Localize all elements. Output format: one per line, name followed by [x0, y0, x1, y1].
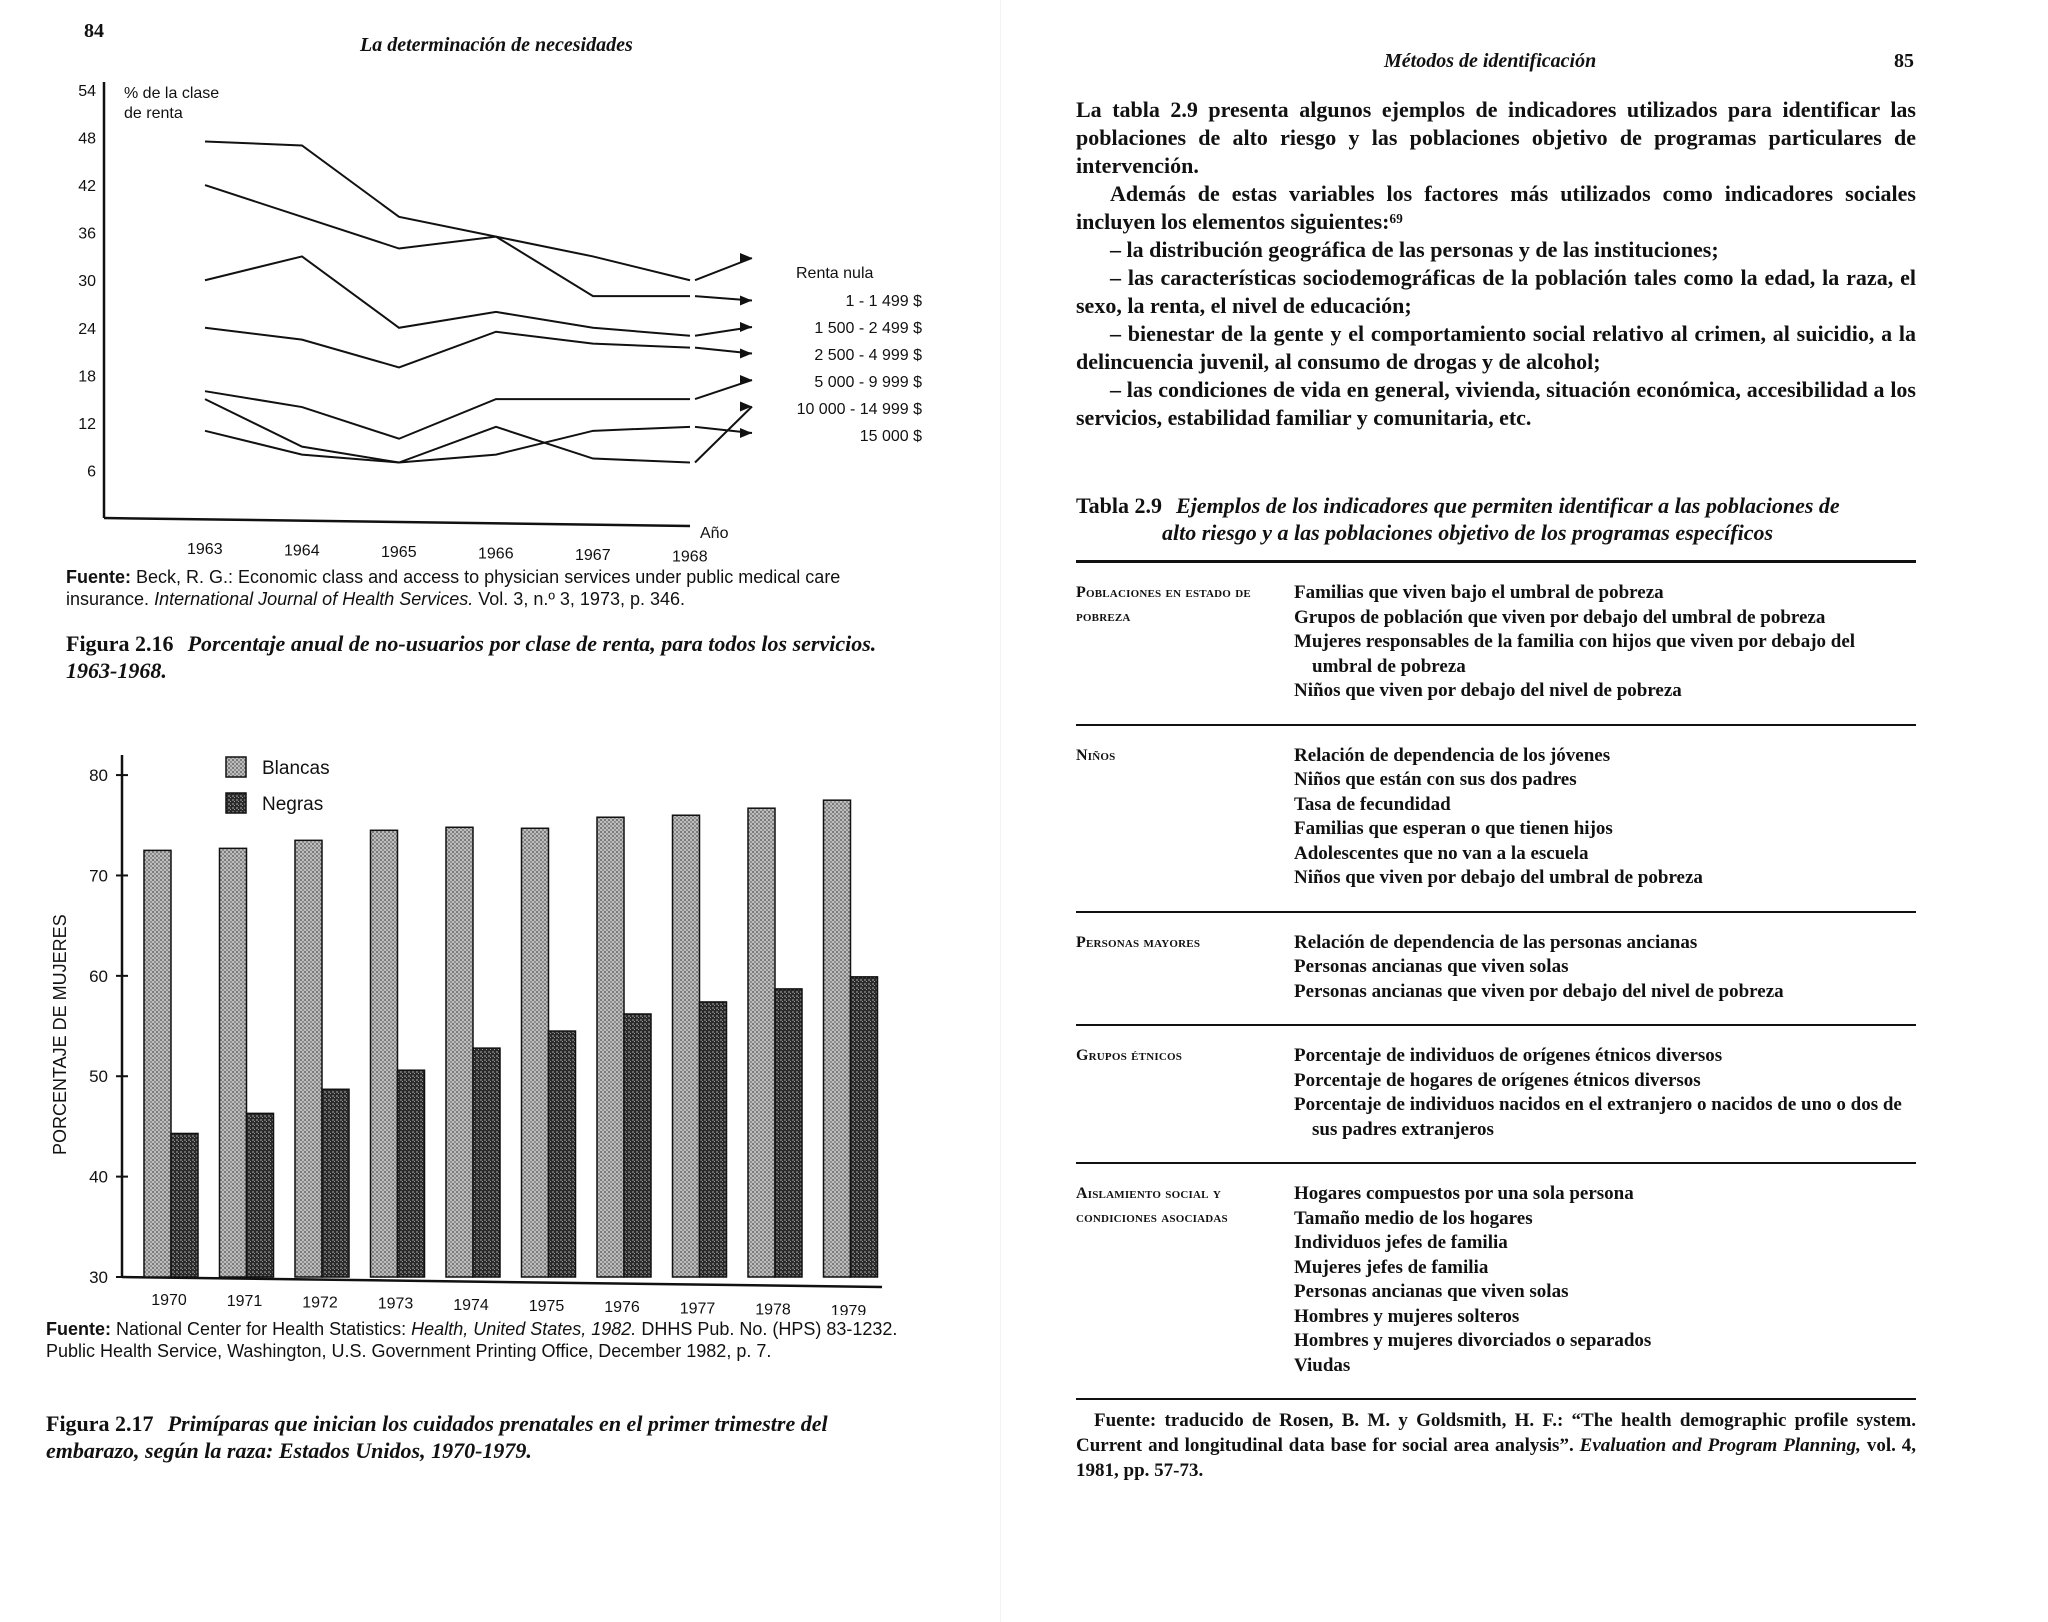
bar-blancas — [748, 808, 775, 1277]
x-axis-line — [122, 1277, 882, 1287]
table-items — [1294, 744, 1916, 891]
bar-blancas — [371, 830, 398, 1277]
arrow-head — [740, 402, 752, 412]
series-line — [205, 185, 690, 296]
figure-2-17-source — [46, 1318, 916, 1362]
table-item: Relación de dependencia de los jóvenes — [1294, 744, 1611, 766]
table-item: Hogares compuestos por una sola persona — [1294, 1183, 1634, 1204]
table-item: Familias que viven bajo el umbral de pobreza — [1294, 582, 1664, 603]
arrow-head — [740, 375, 752, 385]
table-item: Personas ancianas que viven por debajo del nivel de pobreza — [1294, 980, 1784, 1002]
paragraph: Además de estas variables los factores más utilizados como indicadores sociales incluyen los elementos siguientes:⁶⁹ — [1076, 181, 1916, 234]
table-items — [1294, 931, 1916, 1005]
table-item: Niños que están con sus dos padres — [1294, 769, 1577, 790]
source-tail: vol. 4, 1981, pp. 57-73. — [1076, 1435, 1917, 1481]
table-item: Familias que esperan o que tienen hijos — [1294, 818, 1613, 839]
x-tick-label: 1975 — [528, 1298, 565, 1315]
legend-swatch — [226, 757, 246, 777]
figure-2-16-source — [66, 566, 916, 610]
table-group — [1076, 726, 1916, 913]
y-tick-label: 80 — [89, 766, 108, 786]
table-title-line1: Ejemplos de los indicadores que permiten identificar a las poblaciones de — [1176, 493, 1840, 518]
line-chart-series — [205, 142, 752, 463]
source-journal: International Journal of Health Services. — [154, 589, 474, 609]
x-tick-label: 1978 — [755, 1301, 791, 1315]
x-tick-label: 1977 — [679, 1300, 716, 1315]
series-label: 15 000 $ — [859, 428, 922, 445]
table-items — [1294, 581, 1916, 704]
table-category: Aislamiento social y condiciones asociadas — [1076, 1185, 1228, 1226]
bar-blancas — [446, 827, 473, 1277]
bar-blancas — [597, 817, 624, 1277]
table-item: Adolescentes que no van a la escuela — [1294, 842, 1589, 864]
running-head: La determinación de necesidades — [360, 34, 633, 56]
series-label: 1 500 - 2 499 $ — [814, 320, 922, 337]
bar-negras — [247, 1113, 274, 1277]
y-tick-label: 12 — [78, 415, 96, 433]
series-label: 1 - 1 499 $ — [845, 293, 922, 310]
series-label: 5 000 - 9 999 $ — [814, 374, 922, 391]
table-group — [1076, 1026, 1916, 1164]
table-item: Grupos de población que viven por debajo del umbral de pobreza — [1294, 606, 1826, 628]
legend-label: Blancas — [262, 758, 330, 779]
bar-negras — [171, 1133, 198, 1277]
table-item: Personas ancianas que viven solas — [1294, 1281, 1569, 1302]
source-label: Fuente: — [46, 1319, 111, 1339]
caption-number: Figura 2.16 — [66, 631, 174, 656]
bar-negras — [322, 1089, 349, 1277]
bar-chart — [0, 735, 1000, 1315]
y-tick-label: 48 — [78, 130, 96, 148]
body-text — [1076, 96, 1916, 432]
bar-chart-bars — [144, 800, 878, 1277]
bar-chart-x-ticks — [151, 1292, 866, 1315]
source-tail: DHHS Pub. No. (HPS) 83-1232. Public Health Service, Washington, U.S. Government Printing Office, December 1982, p. 7. — [46, 1319, 898, 1361]
y-tick-label: 30 — [78, 273, 96, 291]
bullet-item: – las características sociodemográficas de la población tales como la edad, la raza, el sexo, la renta, el nivel de educación; — [1076, 265, 1916, 318]
x-tick-label: 1974 — [453, 1296, 489, 1314]
table-group — [1076, 913, 1916, 1027]
x-tick-label: 1967 — [575, 547, 611, 564]
y-tick-label: 24 — [78, 320, 96, 338]
source-label: Fuente: — [1094, 1410, 1157, 1431]
x-tick-label: 1973 — [377, 1295, 414, 1313]
y-tick-label: 70 — [89, 866, 108, 886]
bar-negras — [473, 1048, 500, 1277]
x-tick-label: 1965 — [381, 544, 417, 561]
source-text: National Center for Health Statistics: — [116, 1319, 407, 1339]
source-label: Fuente: — [66, 567, 131, 587]
series-label: Renta nula — [796, 265, 874, 282]
table-title-line2: alto riesgo y a las poblaciones objetivo de los programas específicos — [1162, 520, 1774, 545]
paragraph: La tabla 2.9 presenta algunos ejemplos de indicadores utilizados para identificar las poblaciones de alto riesgo y las poblaciones objetivo de programas particulares de intervención. — [1076, 97, 1916, 178]
table-category: Grupos étnicos — [1076, 1047, 1183, 1064]
line-chart-y-axis-label-line2: de renta — [124, 105, 183, 122]
x-tick-label: 1979 — [830, 1302, 867, 1315]
table-item: Relación de dependencia de las personas ancianas — [1294, 931, 1698, 953]
x-tick-label: 1976 — [604, 1299, 640, 1315]
arrow-head — [740, 253, 752, 263]
bar-negras — [398, 1070, 425, 1277]
line-chart-y-axis-label: % de la clase — [124, 85, 220, 102]
x-tick-label: 1972 — [302, 1294, 338, 1312]
table-category: Poblaciones en estado de pobreza — [1076, 584, 1251, 625]
indicators-table — [1076, 560, 1916, 1400]
table-item: Porcentaje de individuos de orígenes étnicos diversos — [1294, 1045, 1723, 1066]
source-text: Beck, R. G.: Economic class and access to physician services under public medical care insurance. — [66, 567, 841, 609]
table-item: Tasa de fecundidad — [1294, 793, 1451, 815]
legend-swatch — [226, 793, 246, 813]
y-tick-label: 60 — [89, 966, 108, 986]
series-line — [205, 391, 690, 439]
figure-2-17-caption — [46, 1410, 916, 1464]
arrow-head — [740, 322, 752, 332]
table-item: Niños que viven por debajo del nivel de pobreza — [1294, 680, 1682, 701]
bar-blancas — [673, 815, 700, 1277]
line-chart — [0, 60, 1000, 570]
bar-negras — [700, 1002, 727, 1277]
caption-text: Primíparas que inician los cuidados prenatales en el primer trimestre del embarazo, según la raza: Estados Unidos, 1970-1979. — [46, 1411, 828, 1463]
bar-blancas — [522, 828, 549, 1277]
series-label: 10 000 - 14 999 $ — [796, 401, 922, 418]
caption-number: Figura 2.17 — [46, 1411, 154, 1436]
bar-negras — [851, 977, 878, 1277]
bar-blancas — [220, 848, 247, 1277]
table-group — [1076, 563, 1916, 726]
y-tick-label: 40 — [89, 1167, 108, 1187]
bar-chart-y-axis-label: PORCENTAJE DE MUJERES — [50, 914, 70, 1155]
table-item: Hombres y mujeres solteros — [1294, 1305, 1520, 1327]
arrow-head — [740, 296, 752, 306]
table-group — [1076, 1164, 1916, 1400]
table-items — [1294, 1044, 1916, 1142]
x-tick-label: 1970 — [151, 1292, 187, 1309]
table-item: Porcentaje de individuos nacidos en el extranjero o nacidos de uno o dos de sus padres extranjeros — [1294, 1094, 1902, 1140]
series-line — [205, 142, 690, 281]
bar-blancas — [144, 850, 171, 1277]
bullet-item: – las condiciones de vida en general, vivienda, situación económica, accesibilidad a los servicios, estabilidad familiar y comunitaria, etc. — [1076, 377, 1916, 430]
bullet-item: – bienestar de la gente y el comportamiento social relativo al crimen, al suicidio, a la delincuencia juvenil, al consumo de drogas y de alcohol; — [1076, 321, 1916, 374]
line-chart-y-ticks — [78, 83, 96, 480]
line-chart-series-labels — [796, 265, 922, 445]
x-axis-line — [104, 518, 690, 526]
running-head: Métodos de identificación — [1384, 50, 1597, 72]
line-chart-x-ticks — [187, 541, 708, 566]
x-tick-label: 1968 — [672, 548, 708, 566]
y-tick-label: 36 — [78, 225, 96, 243]
legend-label: Negras — [262, 794, 324, 815]
bar-negras — [549, 1031, 576, 1277]
bullet-item: – la distribución geográfica de las personas y de las instituciones; — [1110, 237, 1719, 262]
page-number: 84 — [84, 20, 104, 42]
x-tick-label: 1964 — [284, 542, 320, 560]
y-tick-label: 54 — [78, 83, 96, 100]
table-item: Hombres y mujeres divorciados o separados — [1294, 1330, 1652, 1351]
series-line — [205, 328, 690, 368]
caption-text: Porcentaje anual de no-usuarios por clase de renta, para todos los servicios. 1963-1968. — [66, 631, 877, 683]
table-category: Personas mayores — [1076, 933, 1201, 951]
table-item: Individuos jefes de familia — [1294, 1232, 1508, 1253]
figure-2-16-caption — [66, 630, 916, 684]
bar-chart-legend — [226, 757, 330, 815]
x-tick-label: 1971 — [226, 1293, 263, 1311]
series-label: 2 500 - 4 999 $ — [814, 347, 922, 364]
bar-negras — [775, 989, 802, 1277]
source-italic: Health, United States, 1982. — [411, 1319, 637, 1339]
source-italic: Evaluation and Program Planning, — [1579, 1435, 1861, 1456]
y-tick-label: 42 — [78, 178, 96, 196]
bar-blancas — [295, 840, 322, 1277]
table-item: Personas ancianas que viven solas — [1294, 956, 1569, 977]
x-tick-label: 1963 — [187, 541, 223, 558]
x-tick-label: 1966 — [478, 545, 514, 563]
table-item: Tamaño medio de los hogares — [1294, 1207, 1533, 1229]
table-category: Niños — [1076, 746, 1116, 764]
y-tick-label: 30 — [89, 1268, 108, 1287]
table-item: Niños que viven por debajo del umbral de pobreza — [1294, 867, 1703, 888]
source-tail: Vol. 3, n.º 3, 1973, p. 346. — [478, 589, 686, 609]
left-page — [0, 0, 1000, 1622]
source-text: traducido de Rosen, B. M. y Goldsmith, H. F.: “The health demographic profile system. Current and longitudinal data base for social area analysis”. — [1076, 1410, 1917, 1456]
bar-negras — [624, 1014, 651, 1277]
table-source — [1076, 1408, 1916, 1483]
page-number: 85 — [1894, 50, 1914, 72]
y-tick-label: 6 — [87, 463, 96, 481]
table-item: Viudas — [1294, 1354, 1351, 1376]
table-item: Mujeres responsables de la familia con hijos que viven por debajo del umbral de pobreza — [1294, 631, 1856, 677]
table-number: Tabla 2.9 — [1076, 493, 1163, 518]
table-item: Porcentaje de hogares de orígenes étnicos diversos — [1294, 1069, 1701, 1091]
bar-blancas — [824, 800, 851, 1277]
right-page — [1000, 0, 2048, 1622]
y-tick-label: 50 — [89, 1067, 108, 1087]
line-chart-x-axis-label: Año — [700, 525, 729, 542]
y-tick-label: 18 — [78, 368, 96, 386]
arrow-head — [740, 349, 752, 359]
arrow-head — [740, 428, 752, 438]
table-item: Mujeres jefes de familia — [1294, 1256, 1489, 1278]
table-title — [1076, 492, 1926, 546]
table-items — [1294, 1182, 1916, 1378]
